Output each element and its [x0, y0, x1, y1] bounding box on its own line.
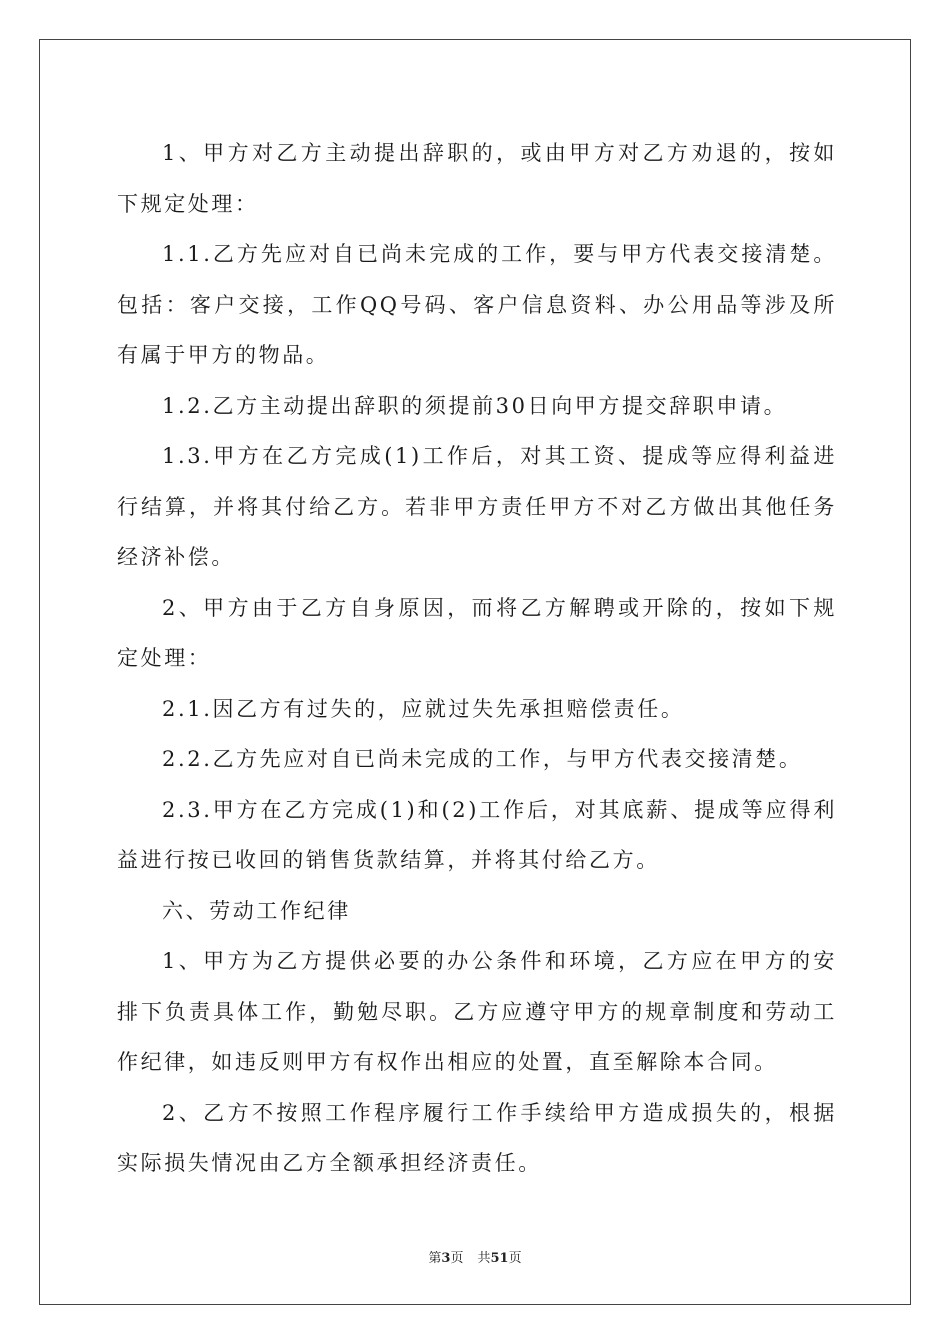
- page-prefix: 第: [428, 1251, 442, 1266]
- paragraph-2: 2、甲方由于乙方自身原因，而将乙方解聘或开除的，按如下规定处理：: [117, 595, 837, 670]
- paragraph-2-1: 2.1.因乙方有过失的，应就过失先承担赔偿责任。: [162, 696, 685, 721]
- document-body: [117, 128, 837, 1189]
- page-number: 3: [441, 1251, 451, 1266]
- page-suffix: 页: [450, 1251, 464, 1266]
- total-prefix: 共: [477, 1251, 491, 1266]
- total-suffix: 页: [508, 1251, 522, 1266]
- section-heading-6: 六、劳动工作纪律: [162, 898, 351, 923]
- paragraph-6-1: 1、甲方为乙方提供必要的办公条件和环境，乙方应在甲方的安排下负责具体工作，勤勉尽职。乙方应遵守甲方的规章制度和劳动工作纪律，如违反则甲方有权作出相应的处置，直至解除本合同。: [117, 949, 837, 1074]
- paragraph-1-3: 1.3.甲方在乙方完成(1)工作后，对其工资、提成等应得利益进行结算，并将其付给乙方。若非甲方责任甲方不对乙方做出其他任务经济补偿。: [117, 444, 837, 569]
- paragraph-2-2: 2.2.乙方先应对自已尚未完成的工作，与甲方代表交接清楚。: [162, 747, 803, 771]
- paragraph-1: 1、甲方对乙方主动提出辞职的，或由甲方对乙方劝退的，按如下规定处理：: [117, 141, 837, 216]
- total-pages: 51: [490, 1251, 509, 1266]
- paragraph-1-2: 1.2.乙方主动提出辞职的须提前30日向甲方提交辞职申请。: [162, 393, 788, 418]
- paragraph-1-1: 1.1.乙方先应对自已尚未完成的工作，要与甲方代表交接清楚。包括：客户交接，工作QQ号码、客户信息资料、办公用品等涉及所有属于甲方的物品。: [117, 242, 837, 367]
- paragraph-6-2: 2、乙方不按照工作程序履行工作手续给甲方造成损失的，根据实际损失情况由乙方全额承担经济责任。: [117, 1100, 837, 1175]
- page-footer: [0, 1247, 950, 1266]
- paragraph-2-3: 2.3.甲方在乙方完成(1)和(2)工作后，对其底薪、提成等应得利益进行按已收回的销售货款结算，并将其付给乙方。: [117, 797, 837, 872]
